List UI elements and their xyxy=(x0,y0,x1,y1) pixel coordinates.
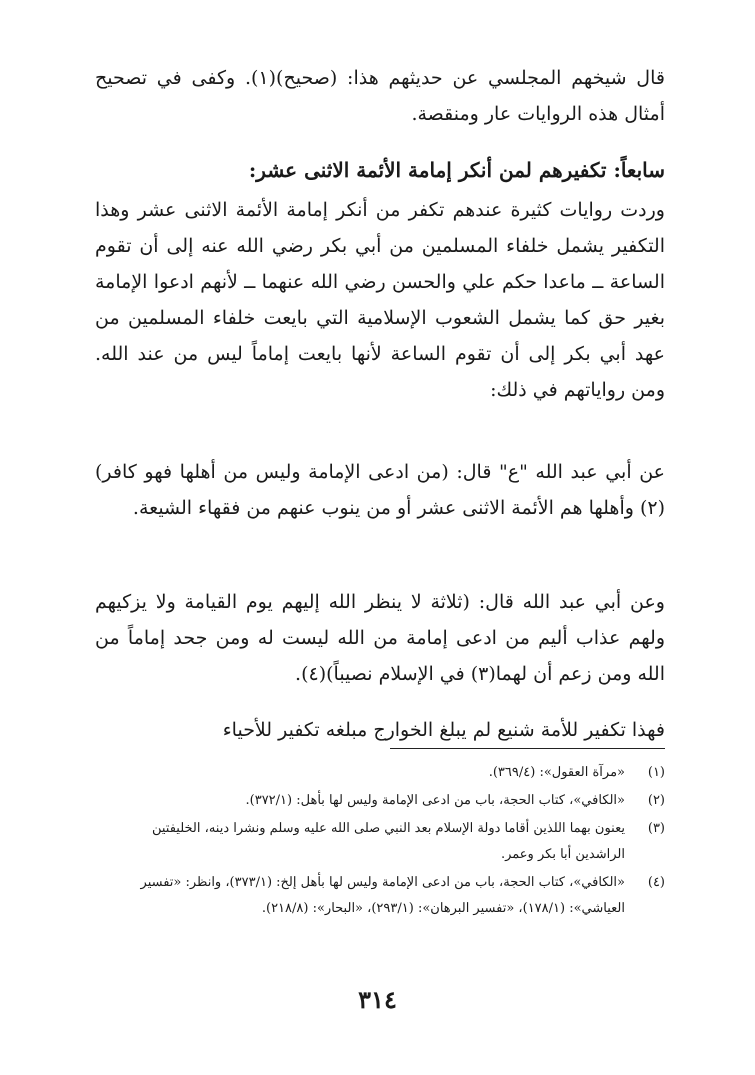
footnote-number: (٢) xyxy=(647,793,665,808)
paragraph-4: وعن أبي عبد الله قال: (ثلاثة لا ينظر الله إليهم يوم القيامة ولا يزكيهم ولهم عذاب أليم من ادعى إمامة من الله ليست له ومن جحد إماماً من الله ومن زعم أن لهما(٣) في الإسلام نصيباً)(٤). xyxy=(95,591,665,685)
footnote-number: (٣) xyxy=(647,821,665,836)
paragraph-5-block xyxy=(95,712,665,748)
footnote-number: (٤) xyxy=(647,875,665,890)
footnote-text: «مرآة العقول»: (٣٦٩/٤). xyxy=(488,765,625,780)
footnote-4 xyxy=(100,870,665,922)
footnote-3 xyxy=(100,816,665,868)
footnote-1 xyxy=(100,760,665,786)
paragraph-4-block xyxy=(95,584,665,692)
footnote-number: (١) xyxy=(647,765,665,780)
footnote-divider xyxy=(390,748,665,749)
paragraph-1: قال شيخهم المجلسي عن حديثهم هذا: (صحيح)(١). وكفى في تصحيح أمثال هذه الروايات عار ومنقصة. xyxy=(95,67,665,125)
page-number: ٣١٤ xyxy=(358,985,397,1014)
paragraph-5: فهذا تكفير للأمة شنيع لم يبلغ الخوارج مبلغه تكفير للأحياء xyxy=(222,719,665,741)
footnotes xyxy=(100,760,665,924)
footnote-text: «الكافي»، كتاب الحجة، باب من ادعى الإمامة وليس لها بأهل إلخ: (٣٧٣/١)، وانظر: «تفسير العياشي»: (١٧٨/١)، «تفسير البرهان»: (٢٩٣/١)، «البحار»: (٢١٨/٨). xyxy=(140,875,625,916)
footnote-2 xyxy=(100,788,665,814)
footnote-text: يعنون بهما اللذين أقاما دولة الإسلام بعد النبي صلى الله عليه وسلم ونشرا دينه، الخليفتين الراشدين أبا بكر وعمر. xyxy=(151,821,625,862)
footnote-text: «الكافي»، كتاب الحجة، باب من ادعى الإمامة وليس لها بأهل: (٣٧٢/١). xyxy=(245,793,625,808)
paragraph-2-block xyxy=(95,192,665,408)
paragraph-1-block xyxy=(95,60,665,132)
paragraph-2: وردت روايات كثيرة عندهم تكفر من أنكر إمامة الأئمة الاثنى عشر وهذا التكفير يشمل خلفاء المسلمين من أبي بكر رضي الله عنه إلى أن تقوم الساعة ــ ماعدا حكم علي والحسن رضي الله عنهما ــ لأنهم ادعوا الإمامة بغير حق كما يشمل الشعوب الإسلامية التي بايعت خلفاء المسلمين من عهد أبي بكر إلى أن تقوم الساعة لأنها بايعت إماماً ليس من عند الله. ومن رواياتهم في ذلك: xyxy=(95,199,665,401)
section-heading: سابعاً: تكفيرهم لمن أنكر إمامة الأئمة الاثنى عشر: xyxy=(248,158,665,182)
paragraph-3: عن أبي عبد الله "ع" قال: (من ادعى الإمامة وليس من أهلها فهو كافر)(٢) وأهلها هم الأئمة الاثنى عشر أو من ينوب عنهم من فقهاء الشيعة. xyxy=(95,461,665,519)
paragraph-3-block xyxy=(95,454,665,526)
